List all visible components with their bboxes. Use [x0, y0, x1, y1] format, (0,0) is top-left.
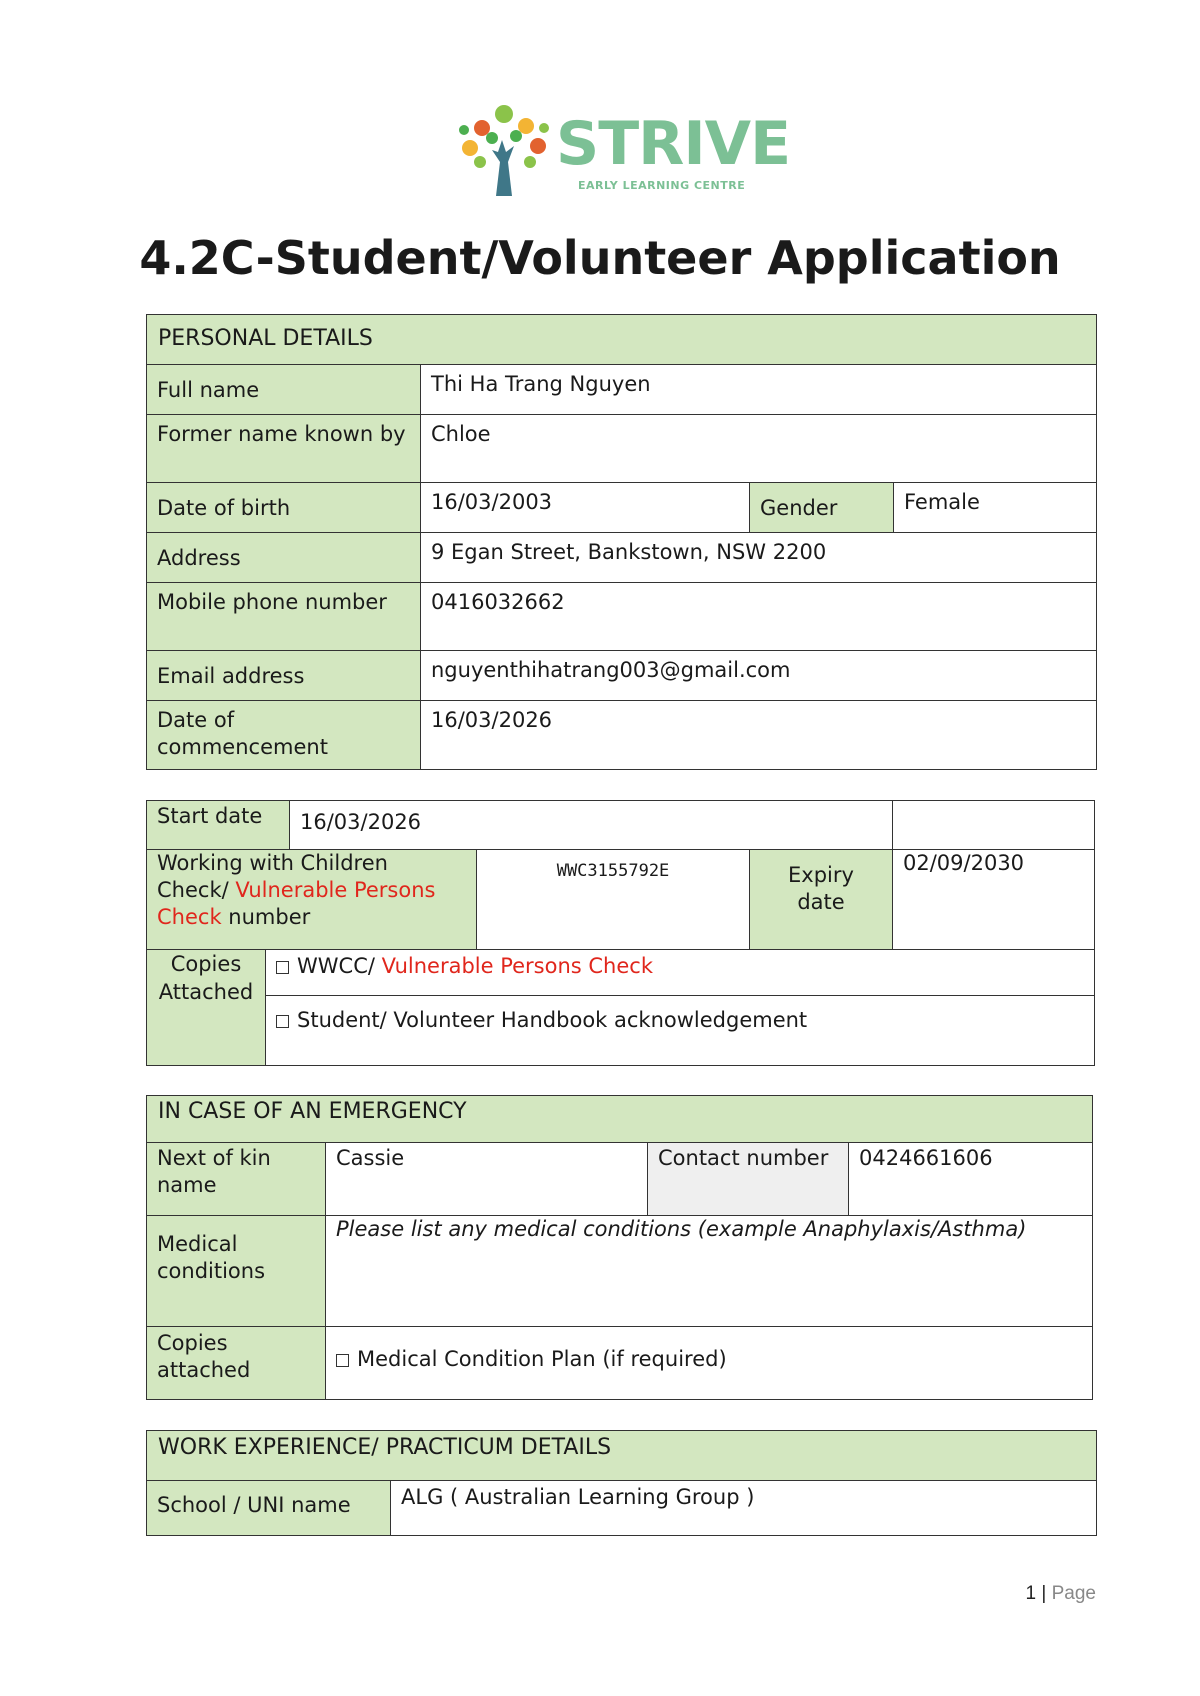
- kin-name-label: Next of kin name: [146, 1142, 326, 1216]
- start-date-label: Start date: [146, 800, 290, 850]
- dob-label: Date of birth: [146, 482, 421, 533]
- former-name-label: Former name known by: [146, 414, 421, 483]
- email-field[interactable]: nguyenthihatrang003@gmail.com: [420, 650, 1097, 701]
- page-label: Page: [1051, 1583, 1096, 1604]
- medical-conditions-label: Medical conditions: [146, 1215, 326, 1327]
- expiry-date-label: Expiry date: [749, 849, 893, 950]
- page-number: 1: [1025, 1583, 1037, 1604]
- dob-field[interactable]: 16/03/2003: [420, 482, 750, 533]
- logo-tagline: EARLY LEARNING CENTRE: [578, 179, 746, 192]
- wwcc-number-field[interactable]: WWC3155792E: [476, 849, 750, 950]
- email-label: Email address: [146, 650, 421, 701]
- mobile-field[interactable]: 0416032662: [420, 582, 1097, 651]
- school-name-field[interactable]: ALG ( Australian Learning Group ): [390, 1480, 1097, 1536]
- wwcc-label-part2: number: [228, 905, 311, 929]
- wwcc-label-red: Vulnerable Persons Check: [157, 878, 436, 929]
- start-date-field[interactable]: 16/03/2026: [289, 800, 893, 850]
- expiry-date-field[interactable]: 02/09/2030: [892, 849, 1095, 950]
- wwcc-copy-checkbox[interactable]: [276, 961, 289, 974]
- medical-conditions-field[interactable]: Please list any medical conditions (example Anaphylaxis/Asthma): [325, 1215, 1093, 1327]
- handbook-copy-text: Student/ Volunteer Handbook acknowledgement: [297, 1008, 808, 1032]
- wwcc-copy-text-red: Vulnerable Persons Check: [381, 954, 653, 978]
- start-date-blank[interactable]: [892, 800, 1095, 850]
- wwcc-copy-row: [265, 949, 1095, 996]
- strive-logo: [452, 100, 791, 200]
- wwcc-label: [146, 849, 477, 950]
- tree-icon: [452, 100, 556, 200]
- medical-plan-row: [325, 1326, 1093, 1400]
- former-name-field[interactable]: Chloe: [420, 414, 1097, 483]
- wwcc-copy-text: WWCC/: [297, 954, 375, 978]
- commencement-field[interactable]: 16/03/2026: [420, 700, 1097, 770]
- medical-plan-text: Medical Condition Plan (if required): [357, 1347, 727, 1371]
- gender-field[interactable]: Female: [893, 482, 1097, 533]
- contact-number-label: Contact number: [647, 1142, 849, 1216]
- gender-label: Gender: [749, 482, 894, 533]
- work-experience-header: WORK EXPERIENCE/ PRACTICUM DETAILS: [146, 1430, 1097, 1481]
- emergency-header: IN CASE OF AN EMERGENCY: [146, 1095, 1093, 1143]
- address-field[interactable]: 9 Egan Street, Bankstown, NSW 2200: [420, 532, 1097, 583]
- address-label: Address: [146, 532, 421, 583]
- handbook-copy-row: [265, 995, 1095, 1066]
- page-footer: 1 | Page: [1025, 1583, 1096, 1604]
- full-name-label: Full name: [146, 364, 421, 415]
- commencement-label: Date of commencement: [146, 700, 421, 770]
- mobile-label: Mobile phone number: [146, 582, 421, 651]
- copies-attached-label: Copies Attached: [146, 949, 266, 1066]
- wwcc-label-part1: Working with Children Check/: [157, 851, 388, 902]
- kin-name-field[interactable]: Cassie: [325, 1142, 648, 1216]
- logo-wordmark: STRIVE: [556, 109, 791, 179]
- emergency-copies-label: Copies attached: [146, 1326, 326, 1400]
- full-name-field[interactable]: Thi Ha Trang Nguyen: [420, 364, 1097, 415]
- page-title: 4.2C-Student/Volunteer Application: [139, 231, 1061, 285]
- school-name-label: School / UNI name: [146, 1480, 391, 1536]
- handbook-copy-checkbox[interactable]: [276, 1015, 289, 1028]
- contact-number-field[interactable]: 0424661606: [848, 1142, 1093, 1216]
- personal-details-header: PERSONAL DETAILS: [146, 314, 1097, 365]
- medical-plan-checkbox[interactable]: [336, 1354, 349, 1367]
